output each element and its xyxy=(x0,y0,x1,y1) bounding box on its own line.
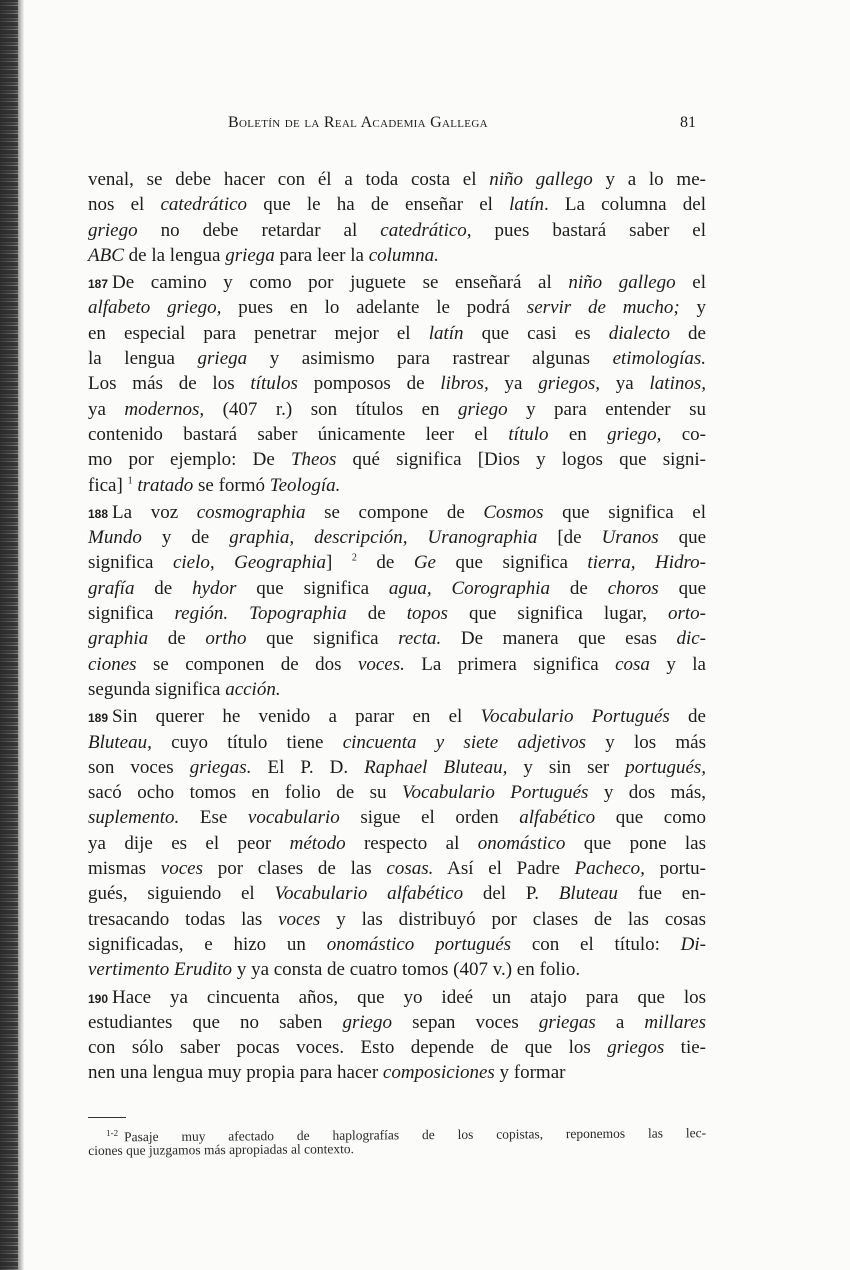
text: que xyxy=(658,527,707,549)
text: y dos más, xyxy=(588,782,707,804)
text: fica] xyxy=(88,474,128,496)
italic-text: Bluteau, xyxy=(88,731,152,753)
text: Así el Padre xyxy=(433,858,575,880)
text-line xyxy=(88,218,706,243)
italic-text: catedrático, xyxy=(380,219,472,241)
text: Ese xyxy=(179,807,248,829)
text: no debe retardar al xyxy=(137,219,381,241)
italic-text: cosas. xyxy=(386,858,434,880)
text: con el título: xyxy=(511,933,681,955)
text: y la xyxy=(649,653,706,675)
footnote-marker: 1-2 xyxy=(106,1127,119,1138)
italic-text: griegos, xyxy=(538,373,600,395)
italic-text: Mundo xyxy=(88,527,142,549)
italic-text: títulos xyxy=(250,373,298,395)
text-line xyxy=(88,473,706,498)
italic-text: onomástico xyxy=(477,832,566,854)
running-header xyxy=(88,114,706,136)
text: para leer la xyxy=(274,244,369,266)
italic-text: tratado xyxy=(137,474,194,496)
text: qué significa [Dios y logos que signi- xyxy=(336,449,706,471)
italic-text: catedrático xyxy=(160,194,248,216)
text: Los más de los xyxy=(88,373,251,395)
paragraph-number: 187 xyxy=(88,277,109,292)
italic-text: voces. xyxy=(357,653,405,675)
text: por clases de las xyxy=(203,858,387,880)
text-line xyxy=(88,677,706,702)
text: ] xyxy=(325,552,352,574)
text-line xyxy=(88,321,706,346)
text: y xyxy=(679,297,706,319)
italic-text: título xyxy=(508,423,549,445)
text: De manera que esas xyxy=(441,628,677,650)
paragraph xyxy=(88,500,706,702)
text: ya dije es el peor xyxy=(88,832,290,854)
text-line xyxy=(88,1060,706,1085)
italic-text: libros, xyxy=(440,373,489,395)
italic-text: dialecto xyxy=(608,322,670,344)
text: a xyxy=(595,1011,645,1033)
italic-text: modernos, xyxy=(124,398,205,420)
italic-text: Ge xyxy=(413,552,436,574)
italic-text: griega xyxy=(225,244,275,266)
text: portu- xyxy=(644,858,706,880)
italic-text: niño gallego xyxy=(489,169,593,190)
text: pues en lo adelante le podrá xyxy=(221,297,527,319)
text: se componen de dos xyxy=(136,653,358,675)
text-line xyxy=(88,601,706,626)
italic-text: orto- xyxy=(668,603,706,625)
paragraph-number: 189 xyxy=(88,711,109,726)
italic-text: topos xyxy=(406,603,448,625)
text: significadas, e hizo un xyxy=(88,933,327,955)
text: De camino y como por juguete se enseñará al xyxy=(112,272,569,294)
text: cuyo título tiene xyxy=(151,731,343,753)
italic-text: Vocabulario Portugués xyxy=(401,782,589,804)
text: pomposos de xyxy=(297,373,441,395)
text: venal, se debe hacer con él a toda costa el xyxy=(88,169,490,190)
text: nen una lengua muy propia para hacer xyxy=(88,1062,383,1084)
italic-text: griego, xyxy=(607,423,662,445)
text: significa xyxy=(88,603,175,625)
italic-text: choros xyxy=(607,577,659,599)
text: de xyxy=(148,628,206,650)
italic-text: Teología. xyxy=(269,474,341,496)
text-line xyxy=(88,780,706,805)
text: que casi es xyxy=(463,322,609,344)
footnote xyxy=(88,1121,706,1159)
italic-text: etimologías. xyxy=(612,348,707,370)
italic-text: griega xyxy=(197,348,248,370)
paragraph xyxy=(88,704,706,982)
italic-text: cosa xyxy=(615,653,650,675)
text: de xyxy=(550,577,608,599)
italic-text: Cosmos xyxy=(483,501,544,523)
text: y sin ser xyxy=(507,756,626,778)
text: se formó xyxy=(193,474,270,496)
italic-text: recta. xyxy=(398,628,442,650)
text: que significa xyxy=(236,577,389,599)
text-line xyxy=(88,1010,706,1035)
text: de xyxy=(669,322,706,344)
text: que significa el xyxy=(543,501,706,523)
italic-text: voces xyxy=(278,908,321,930)
text-line xyxy=(88,243,706,268)
italic-text: Pacheco, xyxy=(574,858,645,880)
text: mismas xyxy=(88,858,161,880)
italic-text: graphia xyxy=(88,628,149,650)
text: mo por ejemplo: De xyxy=(88,449,291,471)
text: y de xyxy=(141,527,230,549)
scan-edge-gradient xyxy=(18,0,24,1270)
italic-text: ciones xyxy=(88,653,137,675)
italic-text: Bluteau xyxy=(558,883,618,905)
text-line xyxy=(88,346,706,371)
text: son voces xyxy=(88,756,190,778)
text-line xyxy=(88,397,706,422)
footnote-text: ciones que juzgamos más apropiadas al contexto. xyxy=(88,1141,355,1158)
text: respecto al xyxy=(345,832,478,854)
italic-text: latín xyxy=(428,322,464,344)
text: ya xyxy=(88,398,125,420)
italic-text: cosmographia xyxy=(196,501,306,523)
text: en especial para penetrar mejor el xyxy=(88,322,429,344)
text: de xyxy=(669,706,706,728)
italic-text: griegas. xyxy=(189,756,252,778)
text-line xyxy=(88,1035,706,1060)
text: el xyxy=(675,272,706,294)
text: y para entender su xyxy=(507,398,706,420)
italic-text: Raphael Bluteau, xyxy=(364,756,508,778)
italic-text: región. Topographia xyxy=(174,603,347,625)
page-number: 81 xyxy=(680,114,696,131)
paragraph xyxy=(88,985,706,1086)
text-line xyxy=(88,755,706,780)
paragraph xyxy=(88,270,706,498)
paragraph-number: 190 xyxy=(88,991,109,1006)
text-line xyxy=(88,730,706,755)
text-line xyxy=(88,192,706,217)
italic-text: niño gallego xyxy=(568,272,676,294)
text: contenido bastará saber únicamente leer el xyxy=(88,423,509,445)
journal-title: Boletín de la Real Academia Gallega xyxy=(228,114,488,131)
text: que como xyxy=(595,807,706,829)
text: tresacando todas las xyxy=(88,908,279,930)
text-line xyxy=(88,576,706,601)
italic-text: latinos, xyxy=(649,373,706,395)
italic-text: griego xyxy=(458,398,508,420)
italic-text: voces xyxy=(160,858,203,880)
italic-text: griego xyxy=(342,1011,393,1033)
italic-text: millares xyxy=(644,1011,706,1033)
text: y las distribuyó por clases de las cosas xyxy=(320,908,706,930)
text: sacó ocho tomos en folio de su xyxy=(88,782,402,804)
text: significa xyxy=(88,552,173,574)
text-line xyxy=(88,985,706,1010)
text-line xyxy=(88,626,706,651)
text: que significa xyxy=(435,552,588,574)
text-line xyxy=(88,167,706,192)
italic-text: Vocabulario alfabético xyxy=(274,883,464,905)
footnote-text: Pasaje muy afectado de haplografías de los copistas, reponemos las lec- xyxy=(124,1125,707,1145)
text: gués, siguiendo el xyxy=(88,883,275,905)
text-line xyxy=(88,881,706,906)
text: Sin querer he venido a parar en el xyxy=(112,706,481,728)
italic-text: alfabeto griego, xyxy=(88,297,222,319)
text: y a lo me- xyxy=(592,169,706,190)
text: nos el xyxy=(88,194,161,216)
italic-text: Di- xyxy=(680,933,706,955)
footnote-rule xyxy=(88,1117,126,1118)
text: pues bastará saber el xyxy=(471,219,706,241)
text: se compone de xyxy=(305,501,484,523)
italic-text: portugués, xyxy=(625,756,707,778)
text: La primera significa xyxy=(404,653,616,675)
italic-text: dic- xyxy=(676,628,706,650)
italic-text: acción. xyxy=(225,678,281,700)
text: tie- xyxy=(664,1037,706,1059)
text-line xyxy=(88,550,706,575)
text: (407 r.) son títulos en xyxy=(204,398,458,420)
text-line xyxy=(88,652,706,677)
text: en xyxy=(548,423,608,445)
italic-text: griegas xyxy=(538,1011,596,1033)
italic-text: composiciones xyxy=(382,1062,495,1084)
text: del P. xyxy=(463,883,559,905)
italic-text: hydor xyxy=(192,577,237,599)
text-line xyxy=(88,525,706,550)
italic-text: Vocabulario Portugués xyxy=(480,706,670,728)
text: y los más xyxy=(586,731,706,753)
text: co- xyxy=(661,423,706,445)
italic-text: cielo, Geographia xyxy=(172,552,326,574)
text: de la lengua xyxy=(123,244,226,266)
text-line xyxy=(88,704,706,729)
text: estudiantes que no saben xyxy=(88,1011,343,1033)
text-line xyxy=(88,371,706,396)
text: sepan voces xyxy=(392,1011,539,1033)
text: El P. D. xyxy=(251,756,365,778)
italic-text: columna. xyxy=(368,244,439,266)
paragraph xyxy=(88,167,706,268)
italic-text: cincuenta y siete adjetivos xyxy=(342,731,587,753)
footnote-reference: 1 xyxy=(127,475,133,487)
text: y ya consta de cuatro tomos (407 v.) en folio. xyxy=(232,959,581,981)
italic-text: Theos xyxy=(290,449,337,471)
text: de xyxy=(134,577,193,599)
italic-text: onomástico portugués xyxy=(326,933,512,955)
body-text xyxy=(88,167,706,1086)
text: que xyxy=(658,577,707,599)
text: ya xyxy=(599,373,650,395)
text: Hace ya cincuenta años, que yo ideé un atajo para que los xyxy=(112,986,706,1008)
text-line xyxy=(88,932,706,957)
text: fue en- xyxy=(617,883,706,905)
italic-text: ortho xyxy=(205,628,247,650)
text-line xyxy=(88,295,706,320)
italic-text: griegos xyxy=(607,1037,665,1059)
text: la lengua xyxy=(88,348,198,370)
text: que le ha de enseñar el xyxy=(247,194,510,216)
italic-text: vertimento Erudito xyxy=(88,959,233,981)
text: que pone las xyxy=(565,832,706,854)
text-line xyxy=(88,856,706,881)
text: [de xyxy=(537,527,602,549)
text: que significa lugar, xyxy=(447,603,668,625)
italic-text: griego xyxy=(88,219,138,241)
italic-text: ABC xyxy=(88,244,124,266)
paragraph-number: 188 xyxy=(88,506,109,521)
text: La voz xyxy=(112,501,197,523)
text-line xyxy=(88,422,706,447)
text: sigue el orden xyxy=(339,807,520,829)
italic-text: suplemento. xyxy=(88,807,180,829)
italic-text: vocabulario xyxy=(247,807,340,829)
footnote-reference: 2 xyxy=(351,553,357,565)
text-line xyxy=(88,805,706,830)
italic-text: método xyxy=(289,832,346,854)
text-line xyxy=(88,447,706,472)
text: y formar xyxy=(494,1062,566,1084)
text-line xyxy=(88,831,706,856)
text: con sólo saber pocas voces. Esto depende de que los xyxy=(88,1037,608,1059)
text-line xyxy=(88,500,706,525)
italic-text: graphia, descripción, Uranographia xyxy=(229,527,538,549)
text: ya xyxy=(488,373,539,395)
italic-text: grafía xyxy=(88,577,135,599)
italic-text: servir de mucho; xyxy=(526,297,680,319)
text-line xyxy=(88,957,706,982)
text: de xyxy=(356,552,414,574)
text-line xyxy=(88,270,706,295)
text: . La columna del xyxy=(543,194,706,216)
text: y asimismo para rastrear algunas xyxy=(247,348,613,370)
text: de xyxy=(346,603,407,625)
footnote-line xyxy=(88,1121,707,1145)
italic-text: tierra, Hidro- xyxy=(587,552,706,574)
italic-text: alfabético xyxy=(519,807,596,829)
text-line xyxy=(88,907,706,932)
italic-text: agua, Corographia xyxy=(388,577,551,599)
italic-text: Uranos xyxy=(601,527,659,549)
italic-text: latín xyxy=(509,194,544,216)
text: segunda significa xyxy=(88,678,226,700)
text: que significa xyxy=(246,628,399,650)
